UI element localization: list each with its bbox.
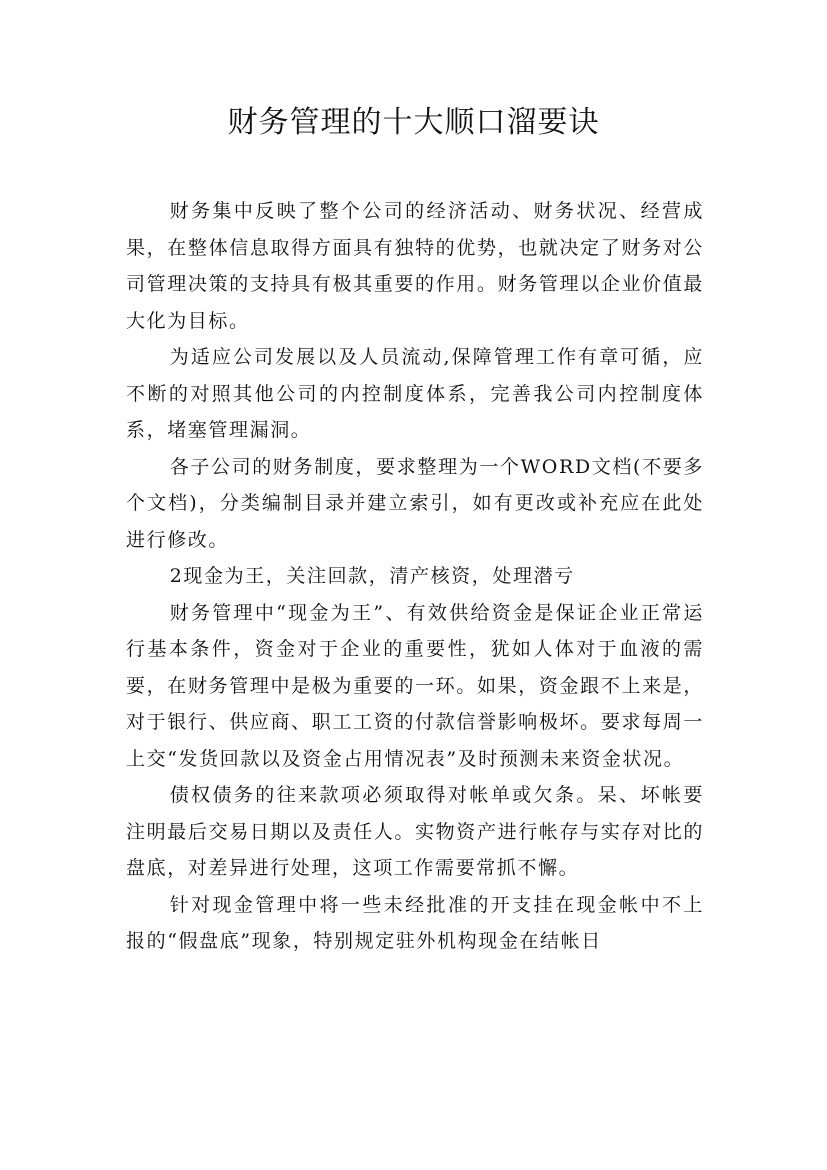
document-body [126,193,704,960]
document-title: 财务管理的十大顺口溜要诀 [227,105,600,140]
paragraph-intro: 财务集中反映了整个公司的经济活动、财务状况、经营成果，在整体信息取得方面具有独特的优势，也就决定了财务对公司管理决策的支持具有极其重要的作用。财务管理以企业价值最大化为目标。 [126,200,704,332]
paragraph-fake-count: 针对现金管理中将一些未经批准的开支挂在现金帐中不上报的“假盘底”现象，特别规定驻外机构现金在结帐日 [126,893,704,952]
paragraph-receivables: 债权债务的往来款项必须取得对帐单或欠条。呆、坏帐要注明最后交易日期以及责任人。实物资产进行帐存与实存对比的盘底，对差异进行处理，这项工作需要常抓不懈。 [126,784,704,879]
paragraph-subsidiary-rules: 各子公司的财务制度，要求整理为一个WORD文档(不要多个文档)，分类编制目录并建立索引，如有更改或补充应在此处进行修改。 [126,455,704,551]
paragraph-cash-is-king: 财务管理中“现金为王”、有效供给资金是保证企业正常运行基本条件，资金对于企业的重要性，犹如人体对于血液的需要，在财务管理中是极为重要的一环。如果，资金跟不上来是，对于银行、供应商、职工工资的付款信誉影响极坏。要求每周一上交“发货回款以及资金占用情况表”及时预测未来资金状况。 [126,601,704,770]
section-heading-cash: 2现金为王，关注回款，清产核资，处理潜亏 [169,565,575,587]
paragraph-internal-control: 为适应公司发展以及人员流动,保障管理工作有章可循，应不断的对照其他公司的内控制度体系，完善我公司内控制度体系，堵塞管理漏洞。 [126,346,704,441]
